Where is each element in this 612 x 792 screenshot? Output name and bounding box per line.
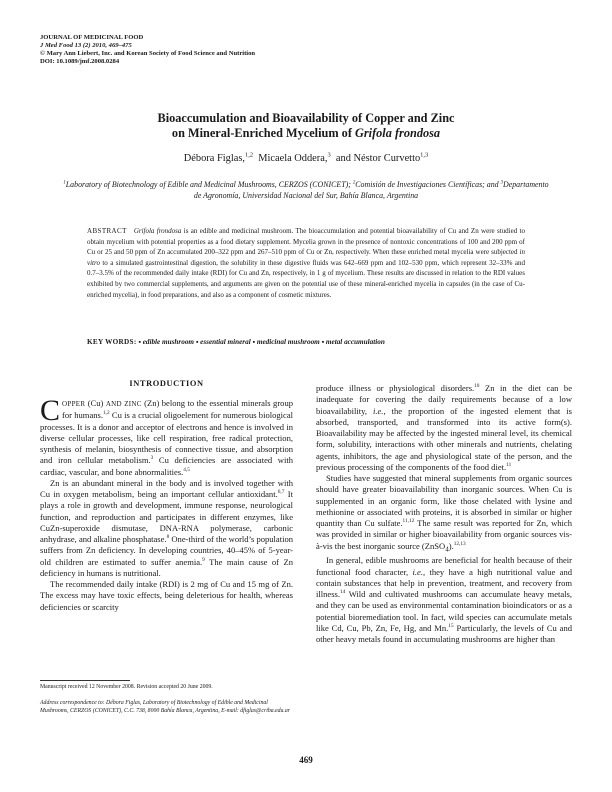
author-2-affil: 3 (327, 151, 331, 159)
keyword-4: metal accumulation (325, 338, 385, 346)
author-2: Micaela Oddera, (258, 153, 328, 164)
affiliations (60, 180, 552, 202)
keywords (87, 338, 527, 346)
intro-r1-text-c: , the proportion of the ingested element that is absorbed, transported, and transformed into its active form(s). Bioavailability may be affected by the ingested mineral level, its chemical form, solubility, interactions with other minerals and nutrients, chelating agents, inhibitors, the age and physiological state of the person, and the previous processing of the components of the food diet. (316, 405, 572, 472)
copyright-line: © Mary Ann Liebert, Inc. and Korean Society of Food Science and Nutrition (40, 50, 256, 58)
ie-abbrev: i.e. (412, 566, 423, 577)
intro-paragraph-2 (40, 478, 293, 579)
intro-r3-text-a: In general, edible mushrooms are beneficial for health because of their functional food character, (316, 555, 572, 577)
intro-r3-text-b: , they have a high nutritional value and contain substances that help in prevention, treatment, and recovery from illness. (316, 566, 572, 600)
keyword-3: medicinal mushroom (256, 338, 320, 346)
citation-ref: 14 (339, 589, 346, 596)
right-column (316, 383, 572, 645)
intro-p1-text-d: Cu deficiencies are associated with cardiac, vascular, and bone abnormalities. (40, 455, 293, 477)
citation-ref: 10 (474, 383, 480, 390)
intro-p1-text-c: Cu is a crucial oligoelement for numerous biological processes. It is a donor and acceptor of electrons and hence is involved in diverse cellular processes, like cell respiration, free radical protection, synthesis of melanin, biosynthesis of connective tissue, and absorption and iron cellular metabolism. (40, 410, 293, 466)
author-1-affil: 1,2 (244, 151, 254, 159)
keyword-bullet-icon: ▪ (138, 338, 141, 346)
subscript: 4 (445, 545, 449, 554)
article-title (0, 111, 612, 141)
citation-ref: 1,2 (102, 410, 110, 417)
keyword-2: essential mineral (200, 338, 251, 346)
manuscript-dates: Manuscript received 12 November 2008. Revision accepted 20 June 2009. (40, 684, 213, 690)
intro-p2-text-d: The main cause of Zn deficiency in humans is nutritional. (40, 556, 293, 578)
title-species: Grifola frondosa (354, 126, 441, 140)
intro-r3-text-d: Particularly, the levels of Cu and other heavy metals found in accumulating mushrooms are higher than (316, 622, 572, 645)
journal-name: JOURNAL OF MEDICINAL FOOD (40, 34, 144, 41)
citation-ref: 12,13 (453, 540, 466, 547)
journal-citation: J Med Food 13 (2) 2010, 469–475 (40, 42, 132, 50)
citation-ref: 6,7 (277, 489, 285, 496)
author-3: and Néstor Curvetto (335, 153, 421, 164)
small-caps-and-zinc: AND ZINC (105, 400, 142, 408)
author-1: Débora Figlas, (183, 153, 245, 164)
small-caps-copper: OPPER (62, 400, 86, 408)
citation-ref: 4,5 (183, 466, 190, 473)
intro-p2-text-a: Zn is an abundant mineral in the body and is involved together with Cu in oxygen metabolism, being an important cellular antioxidant. (40, 477, 293, 499)
citation-ref: 3 (150, 455, 154, 462)
footnote-divider (40, 680, 130, 681)
intro-paragraph-5 (316, 473, 572, 555)
intro-r2-text-c: ). (448, 540, 454, 551)
affil-marker-2: 2 (352, 180, 356, 186)
page-number: 469 (299, 755, 313, 765)
title-line-2 (0, 126, 612, 141)
intro-p1-text-b: (Zn) belong to the essential minerals group for humans. (62, 398, 293, 421)
citation-ref: 8 (166, 534, 170, 541)
affil-marker-3: 3 (500, 180, 504, 186)
abstract-label: ABSTRACT (87, 227, 127, 235)
keyword-bullet-icon: ▪ (195, 338, 199, 346)
intro-p2-text-c: One-third of the world’s population suffers from Zn deficiency. In developing countries, 40–45% of 5-year-old children are estimated to suffer anemia. (40, 534, 293, 567)
intro-p1-text-a: (Cu) (85, 398, 106, 408)
affil-1: Laboratory of Biotechnology of Edible and Medicinal Mushrooms, CERZOS (CONICET); (65, 180, 353, 189)
journal-header (40, 34, 255, 66)
correspondence-address: Address correspondence to: Débora Figlas, Laboratory of Biotechnology of Edible and Medicinal Mushrooms, CERZOS (CONICET), C.C. 738, 8000 Bahía Blanca, Argentina, E-mail: dfiglas@criba.edu.ar (40, 700, 291, 715)
abstract-text-2: to a simulated gastrointestinal digestion, the solubility in these digestive fluids was 642–669 ppm and 102–530 ppm, which represent 32–33% and 0.7–3.5% of the recommended daily intake (RDI) for Cu and Zn, respectively, in 1 g of mycelium. These results are discussed in relation to the RDI values exhibited by two commercial supplements, and arguments are given on the potential use of these mineral-enriched mycelia in capsules (in the case of Cu-enriched mycelia), in food preparations, and also as a component of cosmetic mixtures. (87, 258, 525, 299)
affil-2: Comisión de Investigaciones Científicas; and (355, 180, 501, 189)
abstract (87, 226, 525, 300)
author-list (0, 153, 612, 164)
abstract-text-1: is an edible and medicinal mushroom. The bioaccumulation and potential bioavailability of Cu and Zn were studied to obtain mycelium with potential properties as a food dietary supplement. Mycelia grown in the presence of nontoxic concentrations of 100 and 200 ppm of Cu or 25 and 50 ppm of Zn accumulated 200–322 ppm and 267–510 ppm of Cu or Zn, respectively. When these enriched metal mycelia were subjected (87, 227, 526, 257)
intro-r2-text-b: The same result was reported for Zn, which was provided in similar or higher bioavailability from organic sources vis-à-vis the best inorganic source (ZnSO (316, 518, 573, 551)
intro-r3-text-c: Wild and cultivated mushrooms can accumulate heavy metals, and they can be used as environmental contamination bioindicators or as a potential bioremediation tool. In fact, wild species can accumulate metals like Cd, Cu, Pb, Zn, Fe, Hg, and Mn. (316, 589, 572, 633)
abstract-species: Grifola frondosa (133, 227, 182, 235)
intro-paragraph-3: The recommended daily intake (RDI) is 2 mg of Cu and 15 mg of Zn. The excess may have toxic effects, being deleterious for health, whereas deficiencies or scarcity (40, 579, 293, 612)
title-line-1: Bioaccumulation and Bioavailability of Copper and Zinc (157, 111, 455, 125)
citation-ref: 11,12 (402, 518, 415, 525)
keywords-label: KEY WORDS: (87, 338, 137, 346)
intro-paragraph-1 (40, 394, 293, 478)
doi-line: DOI: 10.1089/jmf.2008.0284 (40, 58, 120, 66)
citation-ref: 11 (506, 461, 512, 468)
intro-paragraph-4 (316, 383, 572, 473)
keyword-1: edible mushroom (142, 338, 195, 346)
intro-r1-text-a: produce illness or physiological disorders. (316, 383, 475, 393)
abstract-in-vitro: in vitro (87, 248, 525, 267)
intro-r2-text-a: Studies have suggested that mineral supplements from organic sources should have greater bioavailability than inorganic sources. When Cu is supplemented in an organic form, like those chelated with lysine and methionine or associated with proteins, it is absorbed in similar or higher quantity than Cu sulfate. (316, 473, 572, 528)
keyword-bullet-icon: ▪ (321, 338, 325, 346)
affil-3: Departamento de Agronomía, Universidad Nacional del Sur, Bahía Blanca, Argentina (193, 180, 549, 200)
introduction-heading: INTRODUCTION (129, 379, 204, 388)
citation-ref: 9 (202, 556, 205, 563)
left-column (40, 379, 293, 613)
intro-p2-text-b: It plays a role in growth and development, immune response, neurological function, and reproduction and participates in different enzymes, like CuZn-superoxide dismutase, DNA-RNA polymerase, carbonic anhydrase, and alkaline phosphatase. (40, 489, 293, 544)
citation-ref: 15 (448, 623, 454, 630)
intro-paragraph-6 (316, 555, 572, 645)
title-line-2-text: on Mineral-Enriched Mycelium of (171, 126, 355, 140)
keyword-bullet-icon: ▪ (252, 338, 256, 346)
intro-r1-text-b: Zn in the diet can be inadequate for covering the daily requirements because of a low bioavailability, (316, 383, 572, 416)
drop-cap: C (40, 394, 61, 427)
affil-marker-1: 1 (63, 180, 66, 186)
ie-abbrev: i.e. (373, 405, 384, 416)
author-3-affil: 1,3 (420, 151, 429, 159)
